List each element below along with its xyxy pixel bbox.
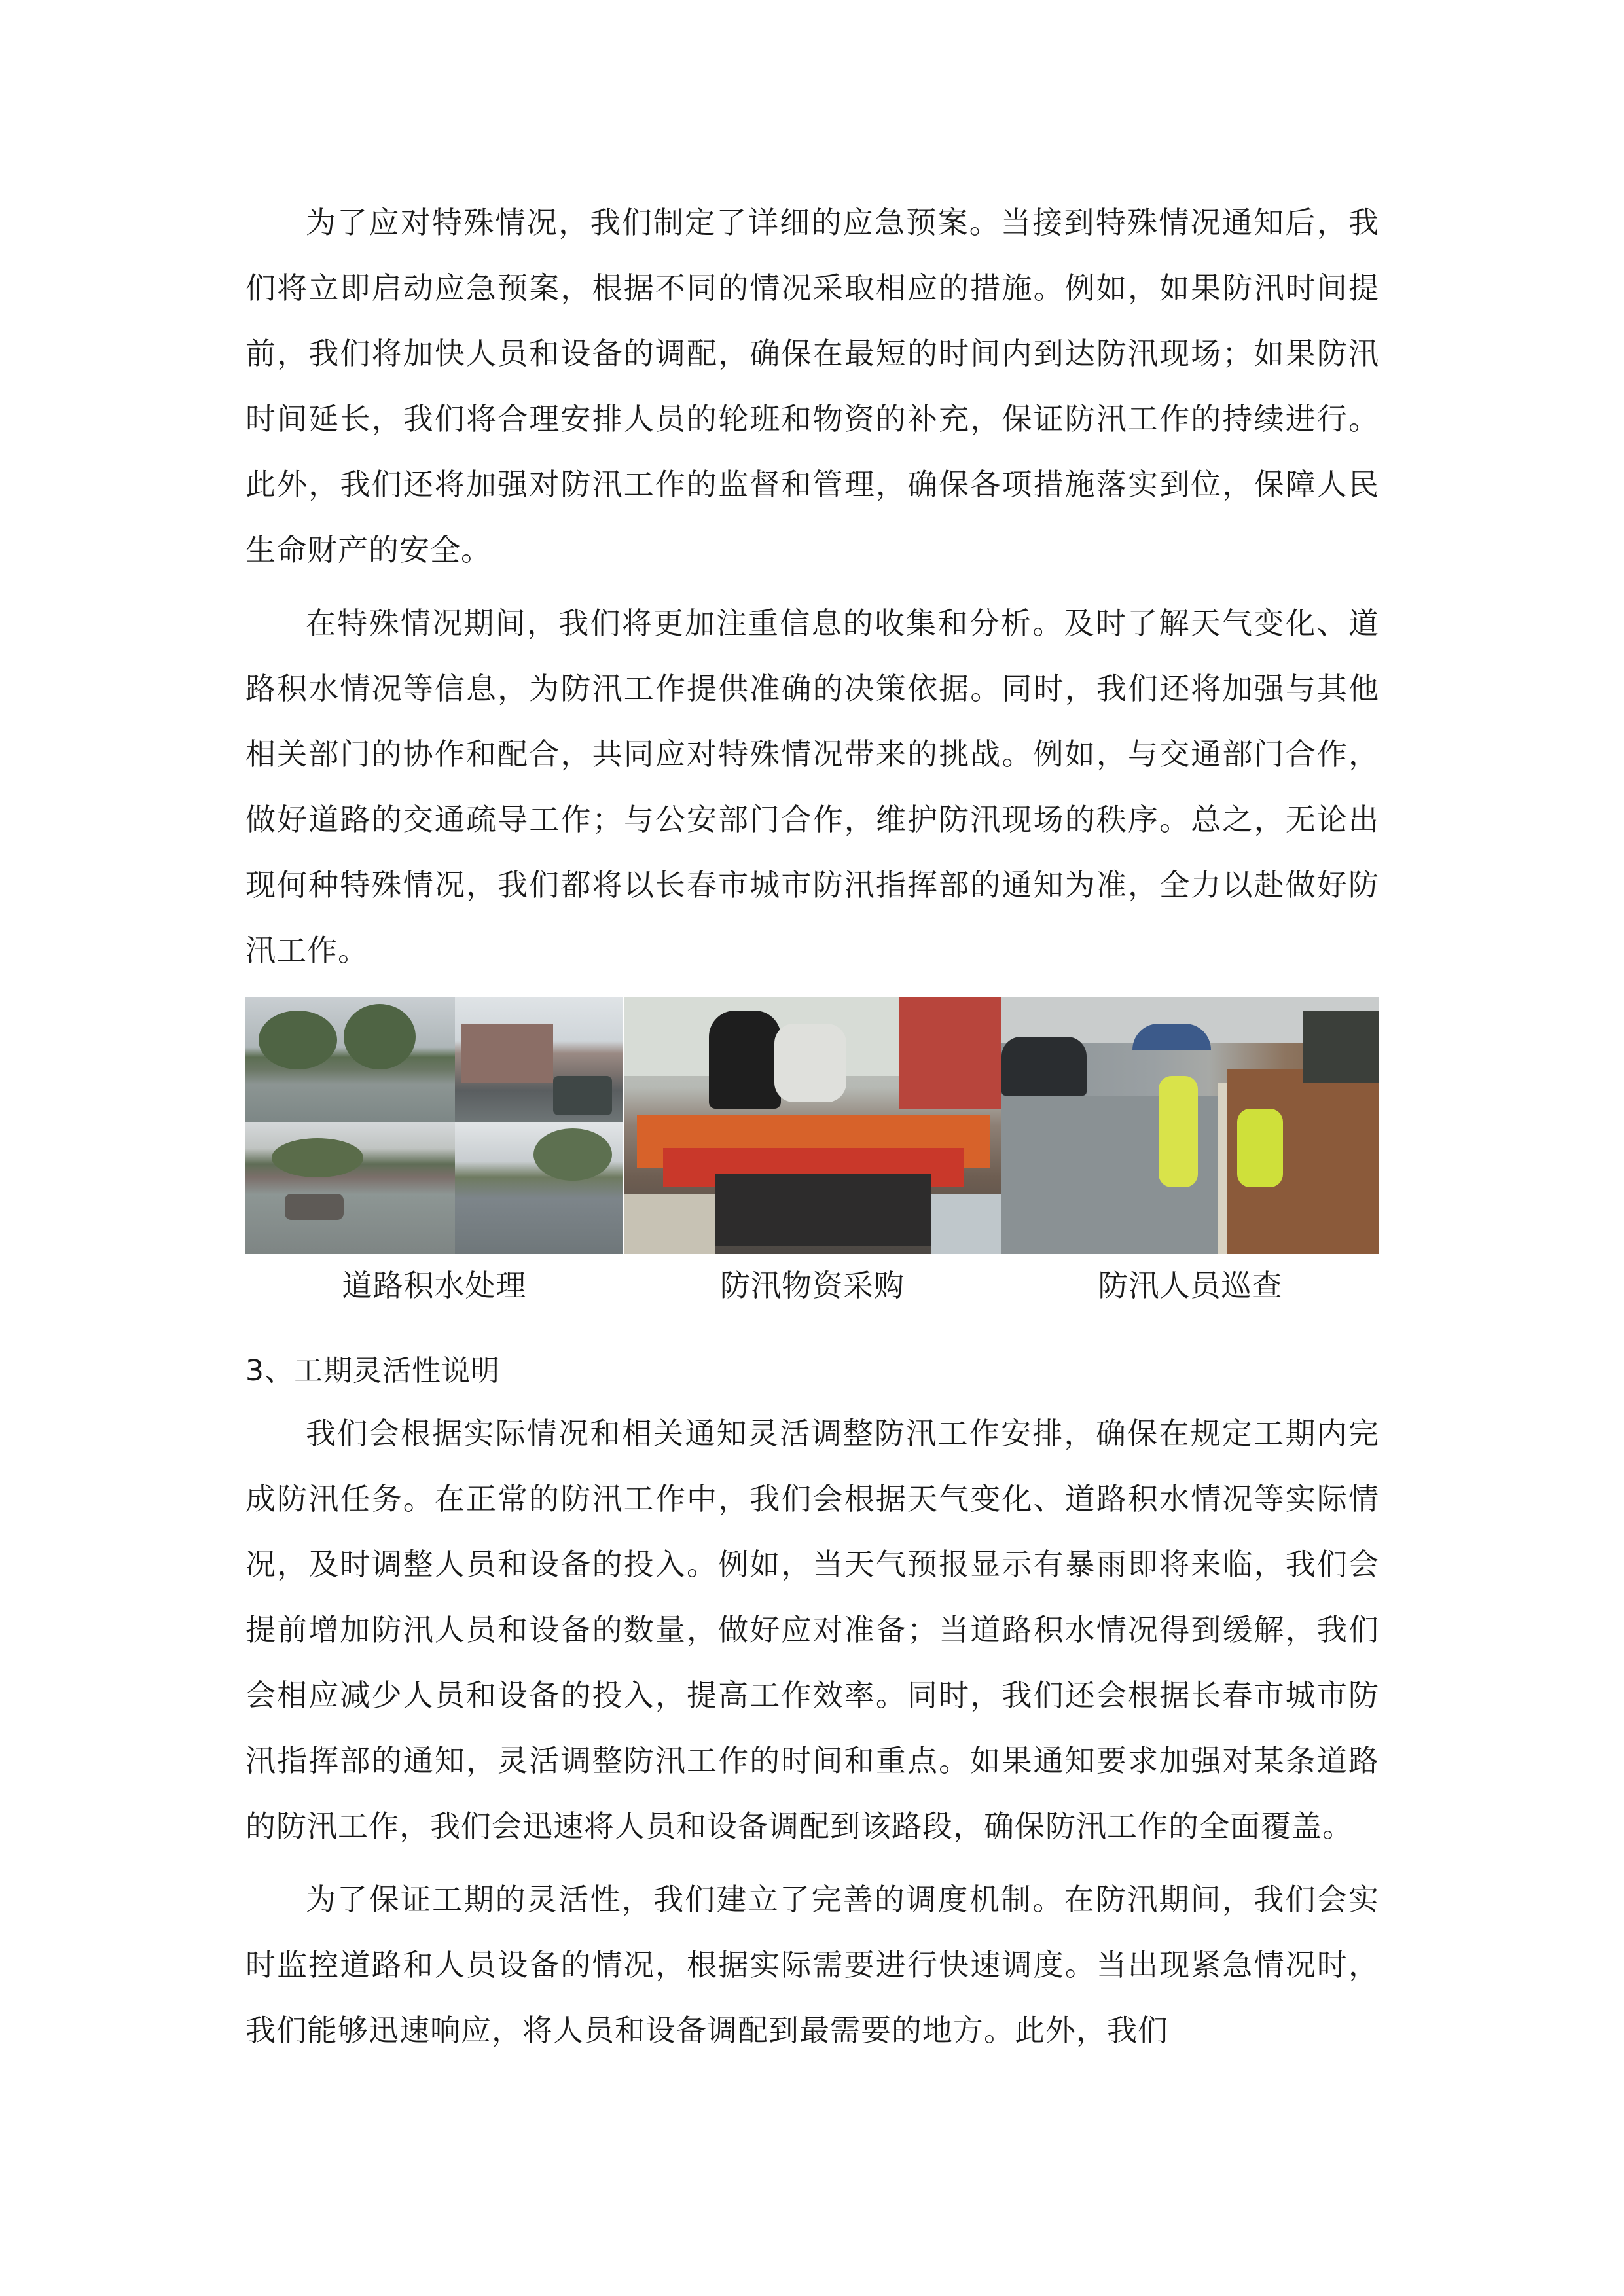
document-page bbox=[245, 190, 1379, 2063]
paragraph-emergency-plan: 为了应对特殊情况，我们制定了详细的应急预案。当接到特殊情况通知后，我们将立即启动应急预案，根据不同的情况采取相应的措施。例如，如果防汛时间提前，我们将加快人员和设备的调配，确保在最短的时间内到达防汛现场；如果防汛时间延长，我们将合理安排人员的轮班和物资的补充，保证防汛工作的持续进行。此外，我们还将加强对防汛工作的监督和管理，确保各项措施落实到位，保障人民生命财产的安全。 bbox=[245, 205, 1379, 567]
figure-row bbox=[245, 997, 1379, 1305]
paragraph-schedule-adjustment: 我们会根据实际情况和相关通知灵活调整防汛工作安排，确保在规定工期内完成防汛任务。在正常的防汛工作中，我们会根据天气变化、道路积水情况等实际情况，及时调整人员和设备的投入。例如，当天气预报显示有暴雨即将来临，我们会提前增加防汛人员和设备的数量，做好应对准备；当道路积水情况得到缓解，我们会相应减少人员和设备的投入，提高工作效率。同时，我们还会根据长春市城市防汛指挥部的通知，灵活调整防汛工作的时间和重点。如果通知要求加强对某条道路的防汛工作，我们会迅速将人员和设备调配到该路段，确保防汛工作的全面覆盖。 bbox=[245, 1416, 1379, 1844]
photo-supplies bbox=[624, 997, 1001, 1254]
caption-patrol: 防汛人员巡查 bbox=[1098, 1268, 1283, 1303]
photo-patrol bbox=[1001, 997, 1379, 1254]
caption-road-water: 道路积水处理 bbox=[342, 1268, 527, 1303]
figure-supplies bbox=[624, 997, 1001, 1305]
figure-patrol bbox=[1001, 997, 1379, 1305]
photo-road-water bbox=[245, 997, 623, 1254]
caption-supplies: 防汛物资采购 bbox=[720, 1268, 905, 1303]
paragraph-information-collection: 在特殊情况期间，我们将更加注重信息的收集和分析。及时了解天气变化、道路积水情况等信息，为防汛工作提供准确的决策依据。同时，我们还将加强与其他相关部门的协作和配合，共同应对特殊情况带来的挑战。例如，与交通部门合作，做好道路的交通疏导工作；与公安部门合作，维护防汛现场的秩序。总之，无论出现何种特殊情况，我们都将以长春市城市防汛指挥部的通知为准，全力以赴做好防汛工作。 bbox=[245, 605, 1379, 968]
figure-road-water bbox=[245, 997, 623, 1305]
section-heading: 3、工期灵活性说明 bbox=[245, 1354, 500, 1388]
paragraph-dispatch-mechanism: 为了保证工期的灵活性，我们建立了完善的调度机制。在防汛期间，我们会实时监控道路和人员设备的情况，根据实际需要进行快速调度。当出现紧急情况时，我们能够迅速响应，将人员和设备调配到最需要的地方。此外，我们 bbox=[245, 1882, 1379, 2048]
